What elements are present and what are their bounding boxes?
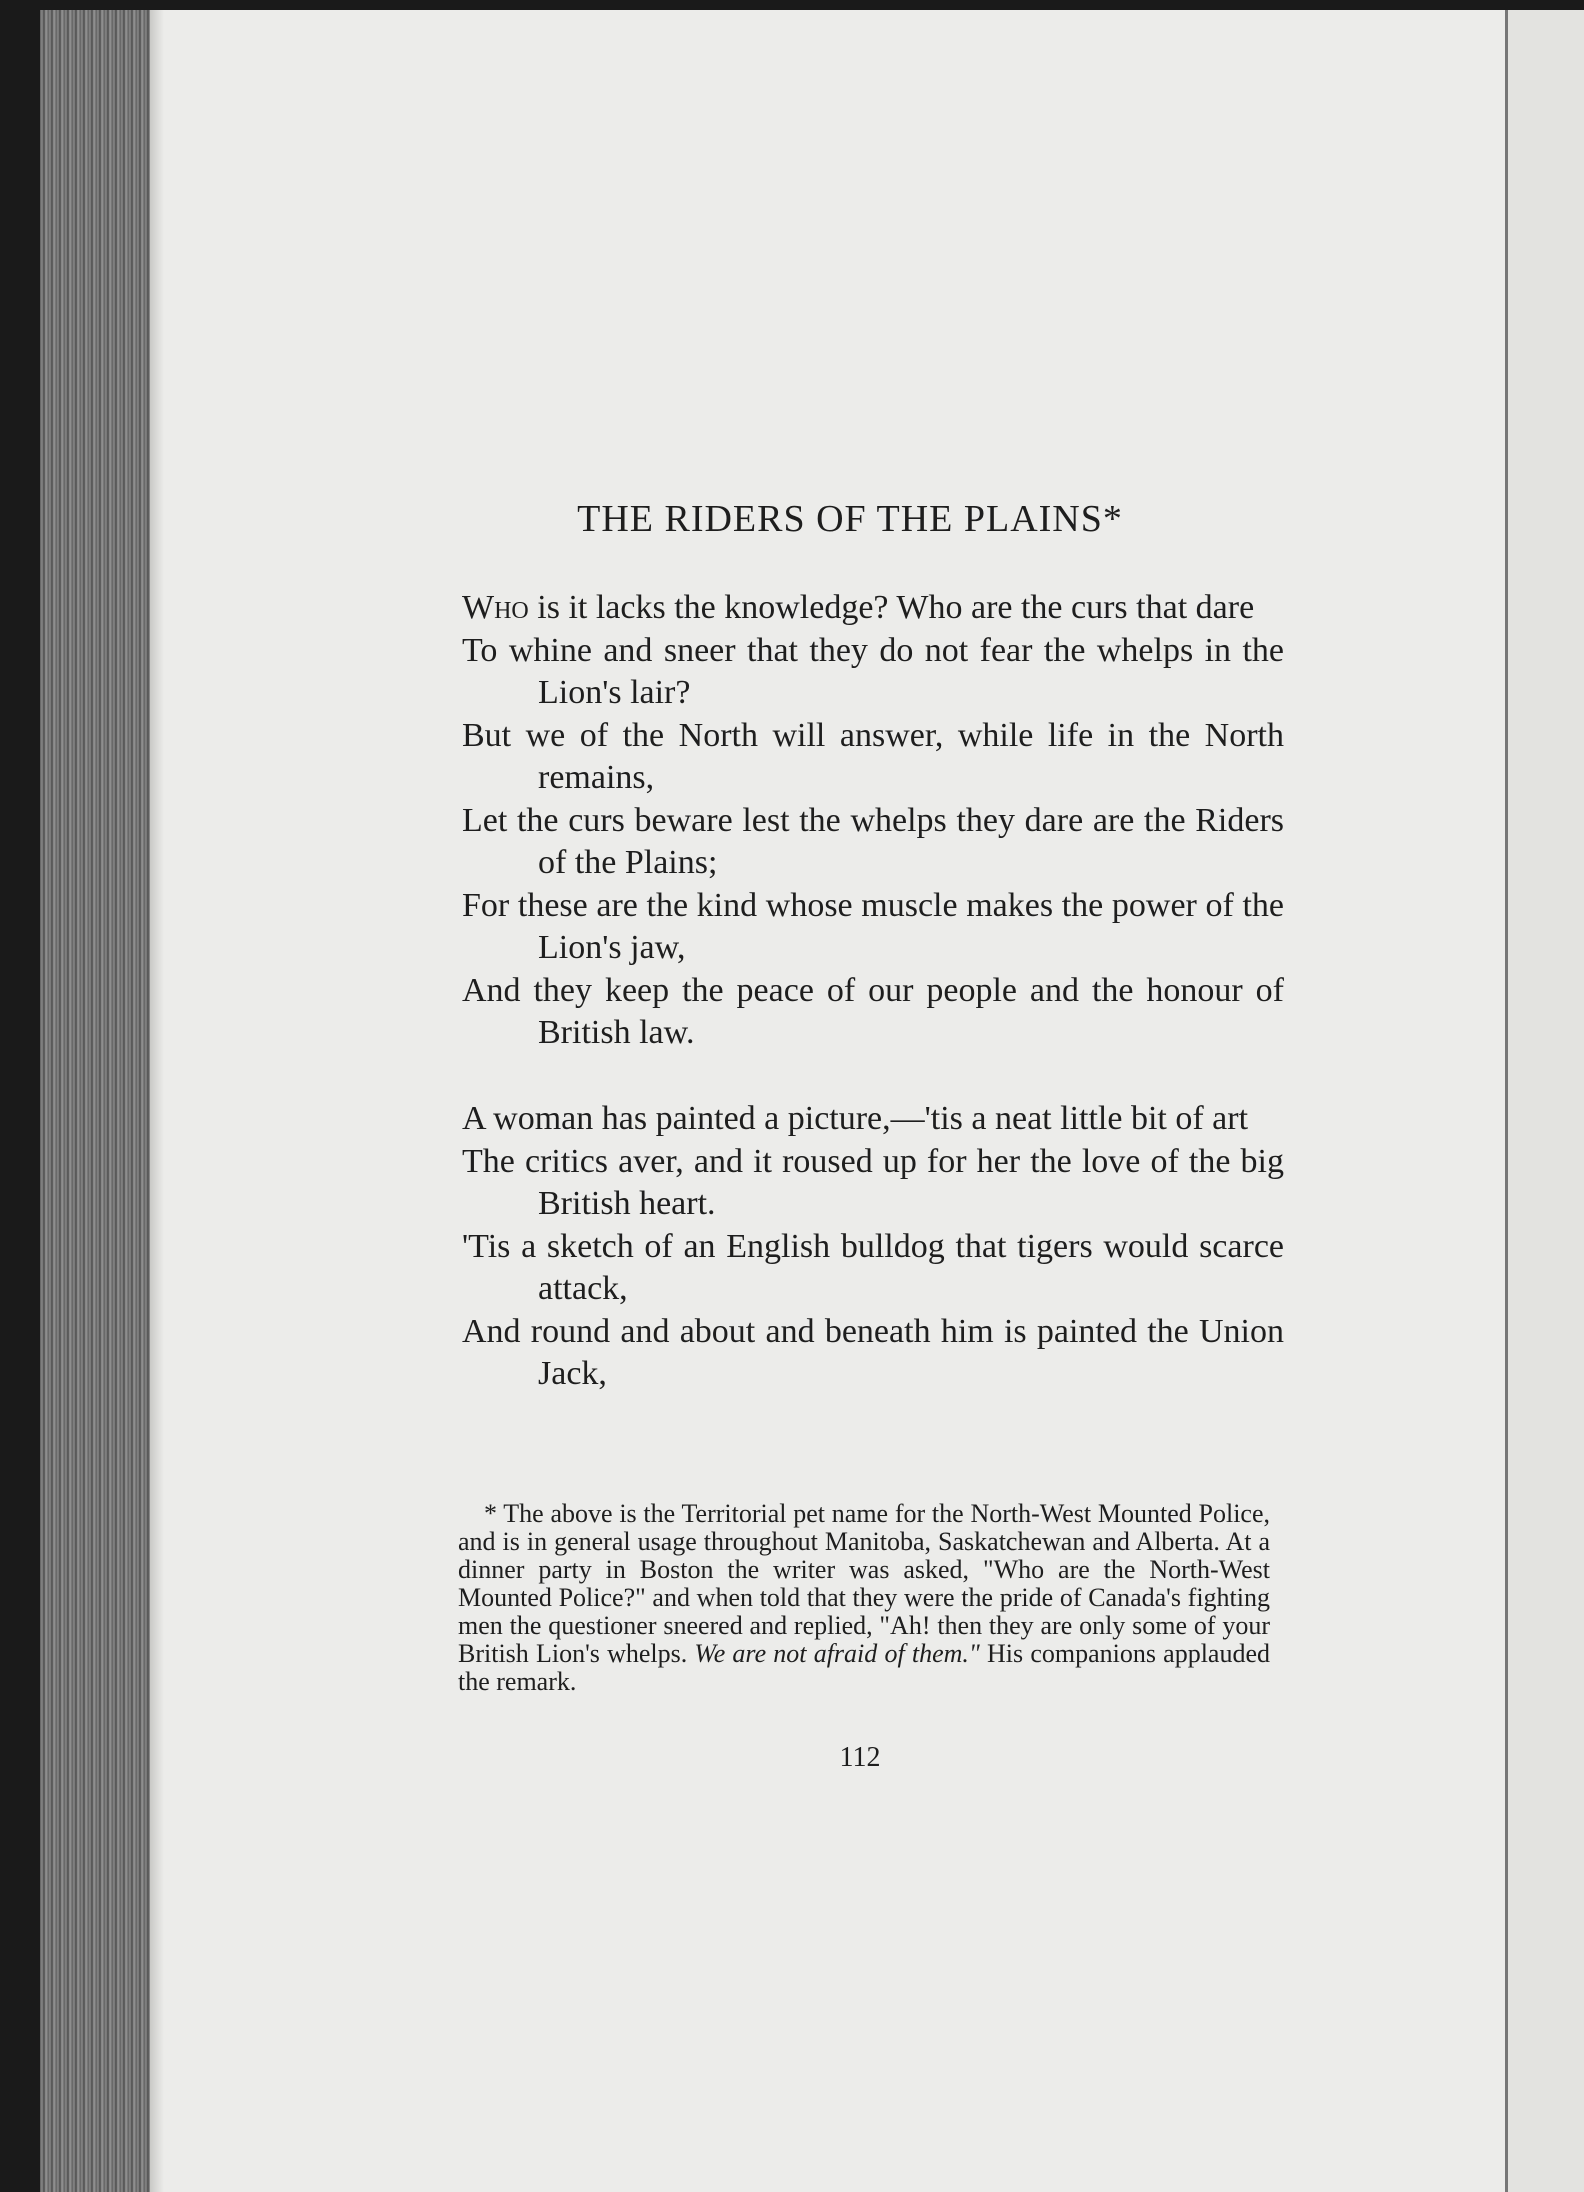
- poem-line: The critics aver, and it roused up for her the love of the big British heart.: [462, 1143, 1284, 1222]
- footnote-italic-quote: We are not afraid of them.": [694, 1639, 980, 1668]
- book-page-edges: [40, 10, 150, 2192]
- footnote-tail: His companions applauded the remark.: [458, 1639, 1270, 1696]
- small-caps-opening: Who: [462, 589, 529, 626]
- poem-line: And they keep the peace of our people and the honour of British law.: [462, 972, 1284, 1051]
- facing-page-edge: [1505, 10, 1584, 2192]
- poem-line: And round and about and beneath him is painted the Union Jack,: [462, 1313, 1284, 1392]
- footnote-text: * The above is the Territorial pet name for the North-West Mounted Police, and is in general usage throughout Manitoba, Saskatchewan and Alberta. At a dinner party in Boston the writer was asked, "Who are the North-West Mounted Police?" and when told that they were the pride of Canada's fighting men the questioner sneered and replied, "Ah! then they are only some of your British Lion's whelps.: [458, 1499, 1270, 1668]
- poem-body: [462, 587, 1284, 1396]
- poem-line: Let the curs beware lest the whelps they dare are the Riders of the Plains;: [462, 802, 1284, 881]
- stanza-2: [462, 1098, 1284, 1395]
- page-number: 112: [839, 1742, 881, 1773]
- poem-line: [462, 587, 1284, 629]
- poem-title: THE RIDERS OF THE PLAINS*: [577, 498, 1123, 540]
- stanza-1: [462, 587, 1284, 1054]
- poem-line: For these are the kind whose muscle makes the power of the Lion's jaw,: [462, 887, 1284, 966]
- page-gutter-shadow: [150, 10, 164, 2192]
- poem-line: 'Tis a sketch of an English bulldog that tigers would scarce attack,: [462, 1228, 1284, 1307]
- poem-line: A woman has painted a picture,—'tis a neat little bit of art: [462, 1100, 1249, 1137]
- footnote: [458, 1500, 1270, 1696]
- poem-line-text: is it lacks the knowledge? Who are the curs that dare: [528, 589, 1255, 626]
- poem-line: To whine and sneer that they do not fear the whelps in the Lion's lair?: [462, 632, 1284, 711]
- poem-line: But we of the North will answer, while life in the North remains,: [462, 717, 1284, 796]
